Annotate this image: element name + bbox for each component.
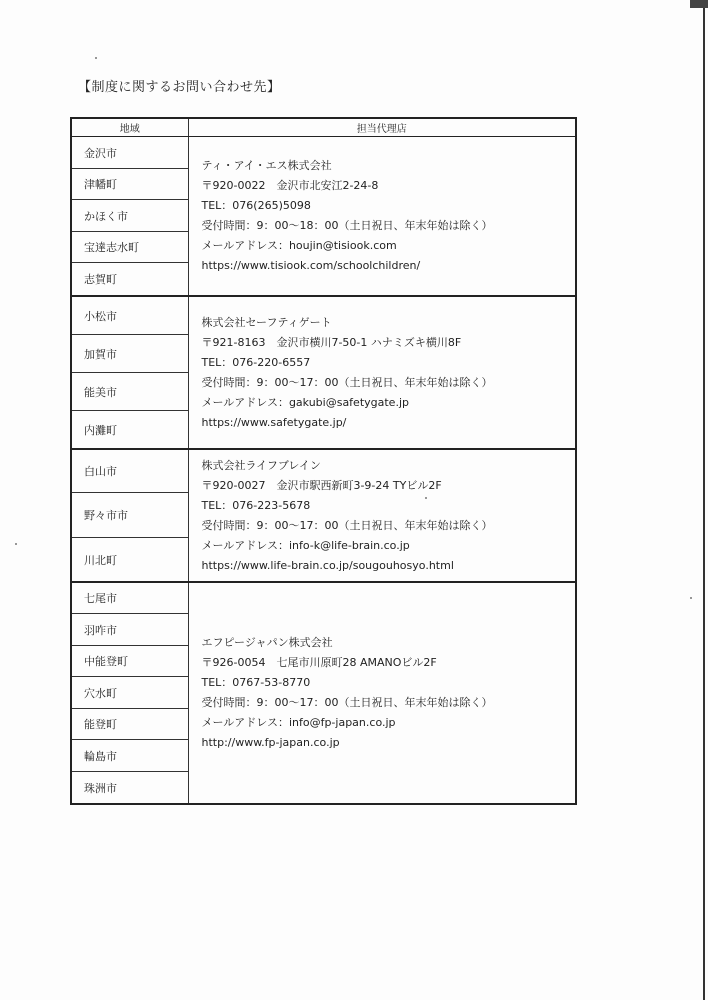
table-row — [71, 296, 576, 449]
region-cell — [71, 582, 188, 804]
agent-hours: 受付時間：9：00～17：00（土日祝日、年末年始は除く） — [201, 696, 493, 709]
contact-table — [70, 117, 577, 805]
header-agent: 担当代理店 — [188, 118, 576, 137]
agent-hours: 受付時間：9：00～18：00（土日祝日、年末年始は除く） — [201, 219, 493, 232]
agent-email: メールアドレス：info@fp-japan.co.jp — [201, 716, 396, 729]
region-name: 内灘町 — [84, 423, 117, 437]
region-name: 津幡町 — [72, 169, 188, 200]
agent-hours: 受付時間：9：00～17：00（土日祝日、年末年始は除く） — [201, 375, 493, 389]
agent-name: 株式会社ライフブレイン — [201, 458, 321, 472]
header-region: 地域 — [71, 118, 188, 137]
region-name: 能美市 — [72, 373, 188, 411]
agent-tel: TEL：0767-53-8770 — [201, 676, 311, 689]
region-name: 能登町 — [72, 709, 188, 740]
agent-email: メールアドレス：info-k@life-brain.co.jp — [201, 538, 410, 552]
region-name: 珠洲市 — [84, 781, 117, 795]
agent-url: https://www.safetygate.jp/ — [201, 415, 347, 429]
region-name: 白山市 — [72, 450, 188, 493]
agent-tel: TEL：076-220-6557 — [201, 355, 311, 369]
agent-name: 株式会社セーフティゲート — [201, 315, 332, 329]
region-name: 志賀町 — [84, 273, 117, 286]
region-cell — [71, 449, 188, 582]
table-row — [71, 582, 576, 804]
agent-email: メールアドレス：gakubi@safetygate.jp — [201, 395, 409, 409]
agent-cell — [188, 582, 576, 804]
agent-tel: TEL：076(265)5098 — [201, 199, 311, 212]
agent-address: 〒920-0027 金沢市駅西新町3-9-24 TYビル2F — [201, 478, 442, 492]
scan-speck — [15, 543, 17, 545]
region-name: 中能登町 — [72, 646, 188, 677]
region-cell — [71, 296, 188, 449]
agent-name: ティ・アイ・エス株式会社 — [201, 159, 332, 172]
agent-cell — [188, 449, 576, 582]
table-row — [71, 137, 576, 297]
scan-speck — [95, 57, 97, 59]
agent-cell — [188, 296, 576, 449]
table-row — [71, 449, 576, 582]
region-name: 羽咋市 — [72, 614, 188, 646]
scan-edge — [703, 0, 705, 1000]
agent-url: http://www.fp-japan.co.jp — [201, 736, 340, 749]
region-cell — [71, 137, 188, 297]
agent-address: 〒920-0022 金沢市北安江2-24-8 — [201, 179, 379, 192]
region-name: 金沢市 — [72, 137, 188, 169]
agent-name: エフピージャパン株式会社 — [201, 636, 333, 649]
region-name: 野々市市 — [72, 493, 188, 538]
region-name: 加賀市 — [72, 335, 188, 373]
region-name: 川北町 — [84, 553, 117, 567]
region-name: かほく市 — [72, 200, 188, 232]
agent-tel: TEL：076-223-5678 — [201, 498, 311, 512]
region-name: 宝達志水町 — [72, 232, 188, 263]
page-title: 【制度に関するお問い合わせ先】 — [78, 80, 281, 95]
region-name: 輪島市 — [72, 740, 188, 772]
agent-url: https://www.life-brain.co.jp/sougouhosyo.html — [201, 558, 454, 572]
agent-address: 〒926-0054 七尾市川原町28 AMANOビル2F — [201, 656, 437, 669]
agent-email: メールアドレス：houjin@tisiook.com — [201, 239, 397, 252]
agent-hours: 受付時間：9：00～17：00（土日祝日、年末年始は除く） — [201, 518, 493, 532]
agent-url: https://www.tisiook.com/schoolchildren/ — [201, 259, 421, 272]
scan-speck — [690, 597, 692, 599]
agent-cell — [188, 137, 576, 297]
region-name: 小松市 — [72, 297, 188, 335]
agent-address: 〒921-8163 金沢市横川7-50-1 ハナミズキ横川8F — [201, 335, 462, 349]
region-name: 穴水町 — [72, 677, 188, 709]
region-name: 七尾市 — [72, 583, 188, 614]
scan-corner — [690, 0, 708, 8]
